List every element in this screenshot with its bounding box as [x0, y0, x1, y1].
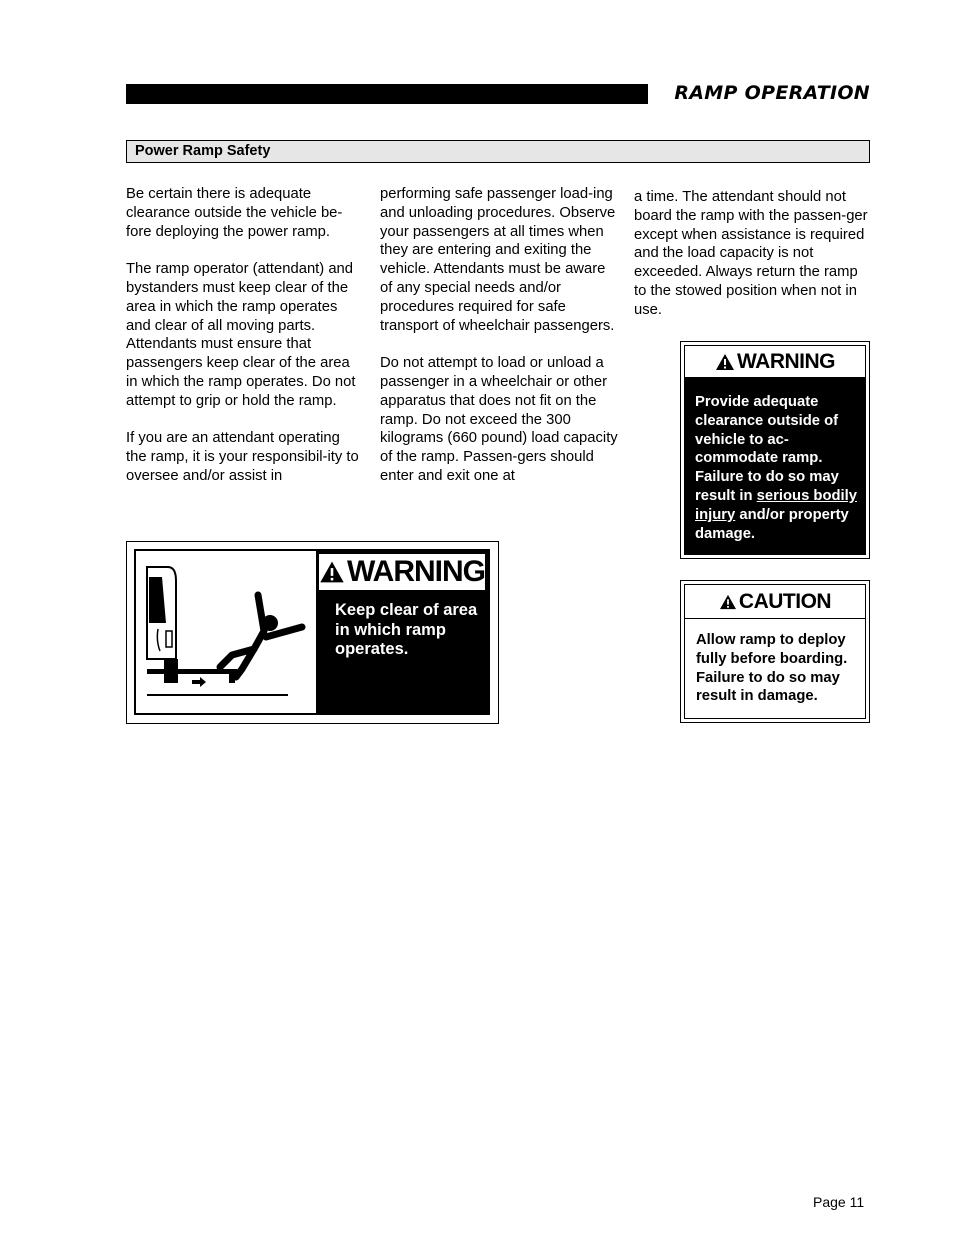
text-column-2: [380, 185, 620, 486]
warning-panel-text: [695, 393, 858, 543]
paragraph: If you are an attendant operating the ramp, it is your responsibil-ity to oversee and/or assist in: [126, 430, 359, 484]
section-heading-box: [126, 140, 870, 163]
warning-text-underlined: serious bodily injury: [695, 487, 857, 523]
warning-text-part: and/or property damage.: [695, 506, 849, 542]
warning-text-part: Provide adequate clearance outside of vehicle to ac-commodate ramp. Failure to do so may result in: [695, 394, 839, 504]
caution-panel: [680, 580, 870, 723]
paragraph: Be certain there is adequate clearance outside the vehicle be-fore deploying the power ramp.: [126, 186, 343, 240]
page-section-title: RAMP OPERATION: [674, 82, 870, 104]
caution-triangle-icon: [719, 594, 737, 610]
warning-label-heading-text: WARNING: [347, 555, 485, 588]
warning-label-frame: [134, 549, 490, 715]
text-column-3: [634, 188, 870, 320]
caution-panel-text: Allow ramp to deploy fully before boarding. Failure to do so may result in damage.: [696, 632, 848, 705]
paragraph: performing safe passenger load-ing and unloading procedures. Observe your passengers at all times when they are entering and exiting the vehicle. Attendants must be aware of any special needs and/or procedures required for safe transport of wheelchair passengers.: [380, 186, 616, 334]
warning-panel: [680, 341, 870, 559]
caution-panel-body: [684, 584, 866, 719]
paragraph: a time. The attendant should not board the ramp with the passen-ger except when assistance is required and the load capacity is not exceeded. Always return the ramp to the stowed position when not in use.: [634, 189, 868, 318]
header-bar: [126, 84, 648, 104]
section-title: Power Ramp Safety: [135, 143, 271, 159]
warning-triangle-icon: [319, 560, 345, 584]
person-falling-off-ramp-icon: [136, 551, 316, 713]
warning-panel-body: [684, 345, 866, 555]
text-column-1: [126, 185, 364, 486]
warning-label-panel: [316, 551, 488, 713]
warning-panel-heading: [684, 345, 866, 378]
warning-label-text: Keep clear of area in which ramp operates.: [335, 601, 478, 658]
warning-label-heading: [319, 554, 485, 590]
warning-label: [126, 541, 499, 724]
caution-panel-heading: [685, 585, 865, 619]
paragraph: Do not attempt to load or unload a passenger in a wheelchair or other apparatus that does not fit on the ramp. Do not exceed the 300 kilograms (660 pound) load capacity of the ramp. Passen-gers should enter and exit one at: [380, 355, 618, 484]
warning-triangle-icon: [715, 353, 735, 371]
paragraph: The ramp operator (attendant) and bystanders must keep clear of the area in which the ramp operates and clear of all moving parts. Attendants must ensure that passengers keep clear of the area in which the ramp operates. Do not attempt to grip or hold the ramp.: [126, 261, 356, 409]
warning-panel-heading-text: WARNING: [737, 349, 835, 373]
page-number: Page 11: [813, 1194, 865, 1210]
caution-panel-heading-text: CAUTION: [738, 589, 832, 613]
